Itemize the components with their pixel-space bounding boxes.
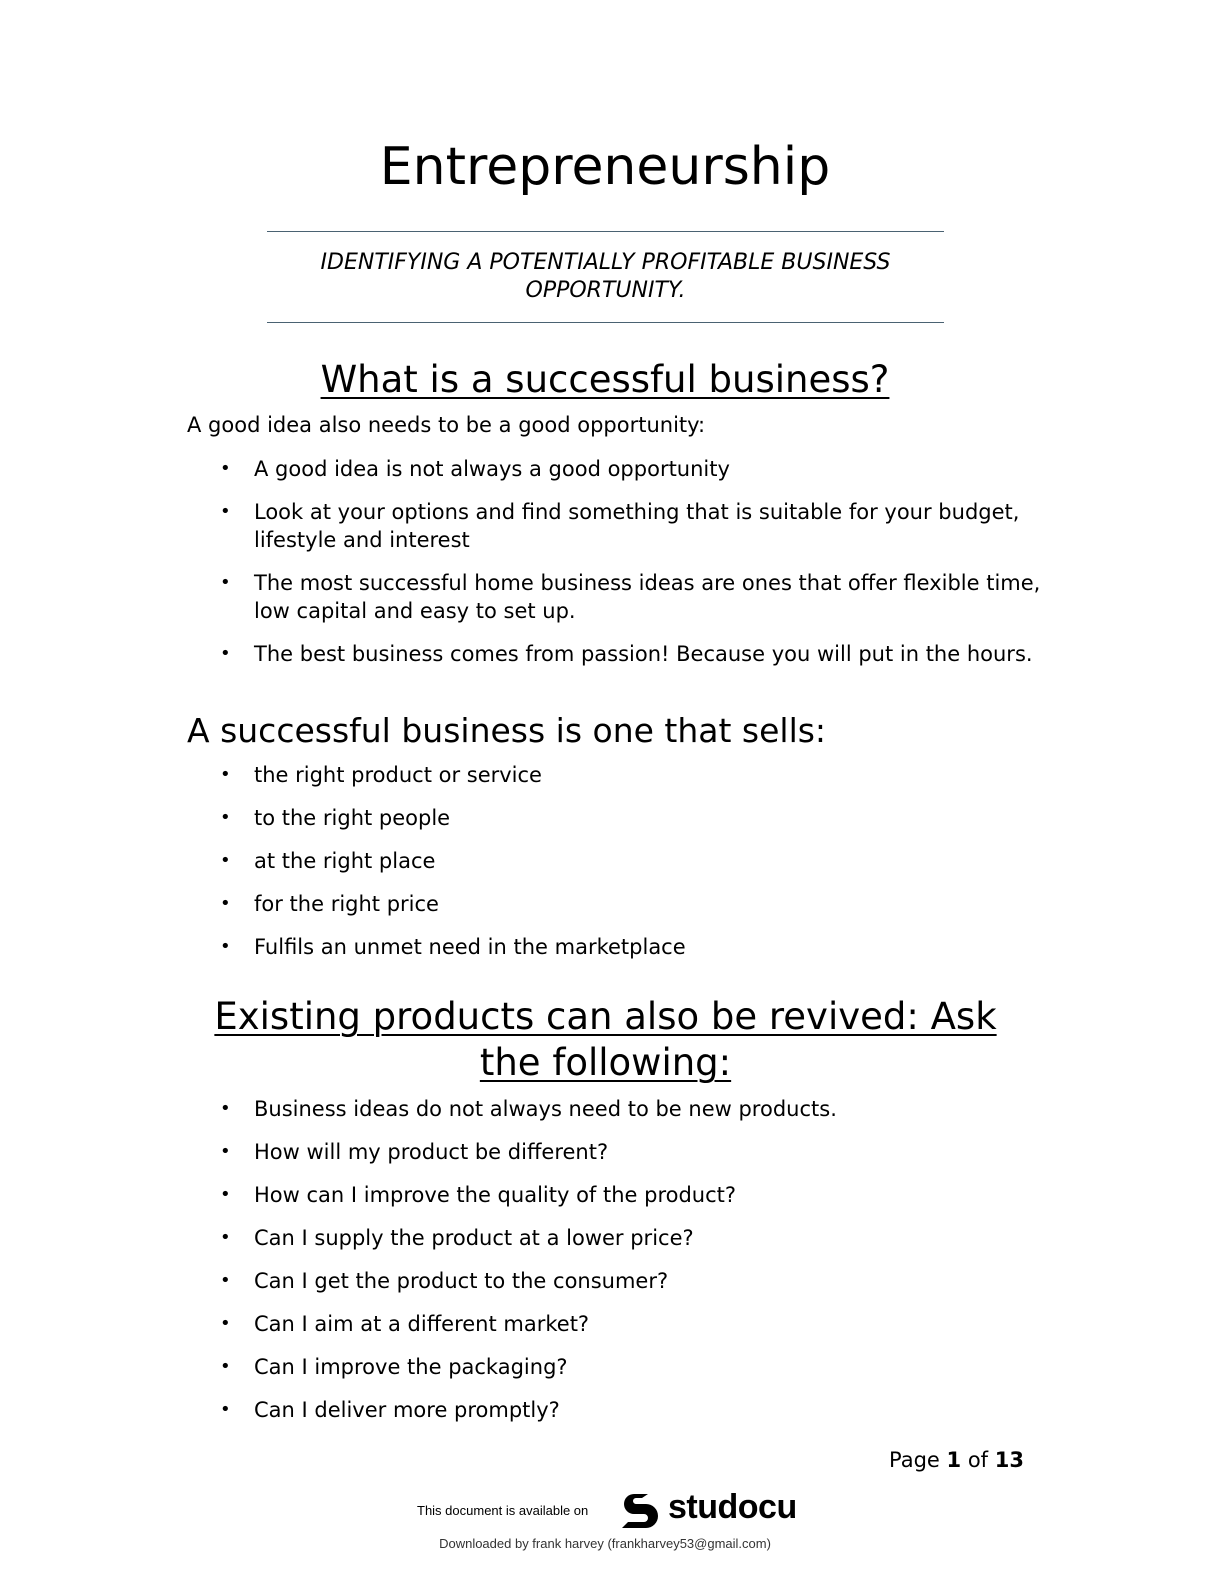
page-separator: of <box>967 1448 989 1472</box>
bullet-icon: • <box>220 1313 231 1334</box>
list-item: • Fulfils an unmet need in the marketplace <box>220 935 686 959</box>
bullet-icon: • <box>220 1270 231 1291</box>
heading-revived-products: Existing products can also be revived: Ask the following: <box>214 995 997 1084</box>
business-sells-list <box>0 761 1044 976</box>
bullet-icon: • <box>220 1098 231 1119</box>
bullet-icon: • <box>220 1141 231 1162</box>
list-item: • A good idea is not always a good opportunity <box>220 457 730 481</box>
bullet-icon: • <box>220 807 231 828</box>
list-item: • Can I get the product to the consumer? <box>220 1269 669 1293</box>
intro-text: A good idea also needs to be a good opportunity: <box>187 413 706 437</box>
studocu-banner[interactable] <box>0 1486 1224 1534</box>
bullet-icon: • <box>220 458 231 479</box>
list-item: • the right product or service <box>220 763 542 787</box>
bullet-icon: • <box>220 936 231 957</box>
document-subtitle: IDENTIFYING A POTENTIALLY PROFITABLE BUSINESS OPPORTUNITY. <box>320 250 891 303</box>
page-prefix: Page <box>888 1448 940 1472</box>
successful-business-list <box>0 455 1044 683</box>
studocu-logo-icon <box>618 1488 664 1534</box>
heading-business-sells: A successful business is one that sells: <box>187 711 827 750</box>
bullet-icon: • <box>220 572 231 593</box>
list-item: • The most successful home business ideas are ones that offer flexible time, low capital and easy to set up. <box>220 571 1041 623</box>
bullet-icon: • <box>220 1399 231 1420</box>
document-title: Entrepreneurship <box>379 137 831 197</box>
list-item: • How will my product be different? <box>220 1140 609 1164</box>
list-item: • Look at your options and find something that is suitable for your budget, lifestyle and interest <box>220 500 1020 552</box>
title-divider-bottom <box>267 322 944 323</box>
list-item: • Can I supply the product at a lower price? <box>220 1226 694 1250</box>
heading-successful-business: What is a successful business? <box>320 358 890 401</box>
page-number <box>889 1446 1024 1474</box>
list-item: • Can I aim at a different market? <box>220 1312 590 1336</box>
downloaded-by-text: Downloaded by frank harvey (frankharvey53@gmail.com) <box>439 1536 771 1551</box>
bullet-icon: • <box>220 850 231 871</box>
bullet-icon: • <box>220 1227 231 1248</box>
bullet-icon: • <box>220 764 231 785</box>
list-item: • for the right price <box>220 892 439 916</box>
bullet-icon: • <box>220 1356 231 1377</box>
revived-products-list <box>0 1095 1044 1439</box>
list-item: • The best business comes from passion! Because you will put in the hours. <box>220 642 1033 666</box>
total-pages: 13 <box>994 1448 1024 1472</box>
list-item: • Can I improve the packaging? <box>220 1355 568 1379</box>
bullet-icon: • <box>220 893 231 914</box>
list-item: • at the right place <box>220 849 436 873</box>
bullet-icon: • <box>220 501 231 522</box>
availability-text: This document is available on <box>417 1503 589 1518</box>
current-page: 1 <box>946 1448 962 1472</box>
bullet-icon: • <box>220 1184 231 1205</box>
list-item: • How can I improve the quality of the product? <box>220 1183 737 1207</box>
list-item: • Business ideas do not always need to be new products. <box>220 1097 837 1121</box>
list-item: • to the right people <box>220 806 451 830</box>
list-item: • Can I deliver more promptly? <box>220 1398 560 1422</box>
studocu-brand: studocu <box>668 1488 797 1526</box>
bullet-icon: • <box>220 643 231 664</box>
title-divider-top <box>267 231 944 232</box>
